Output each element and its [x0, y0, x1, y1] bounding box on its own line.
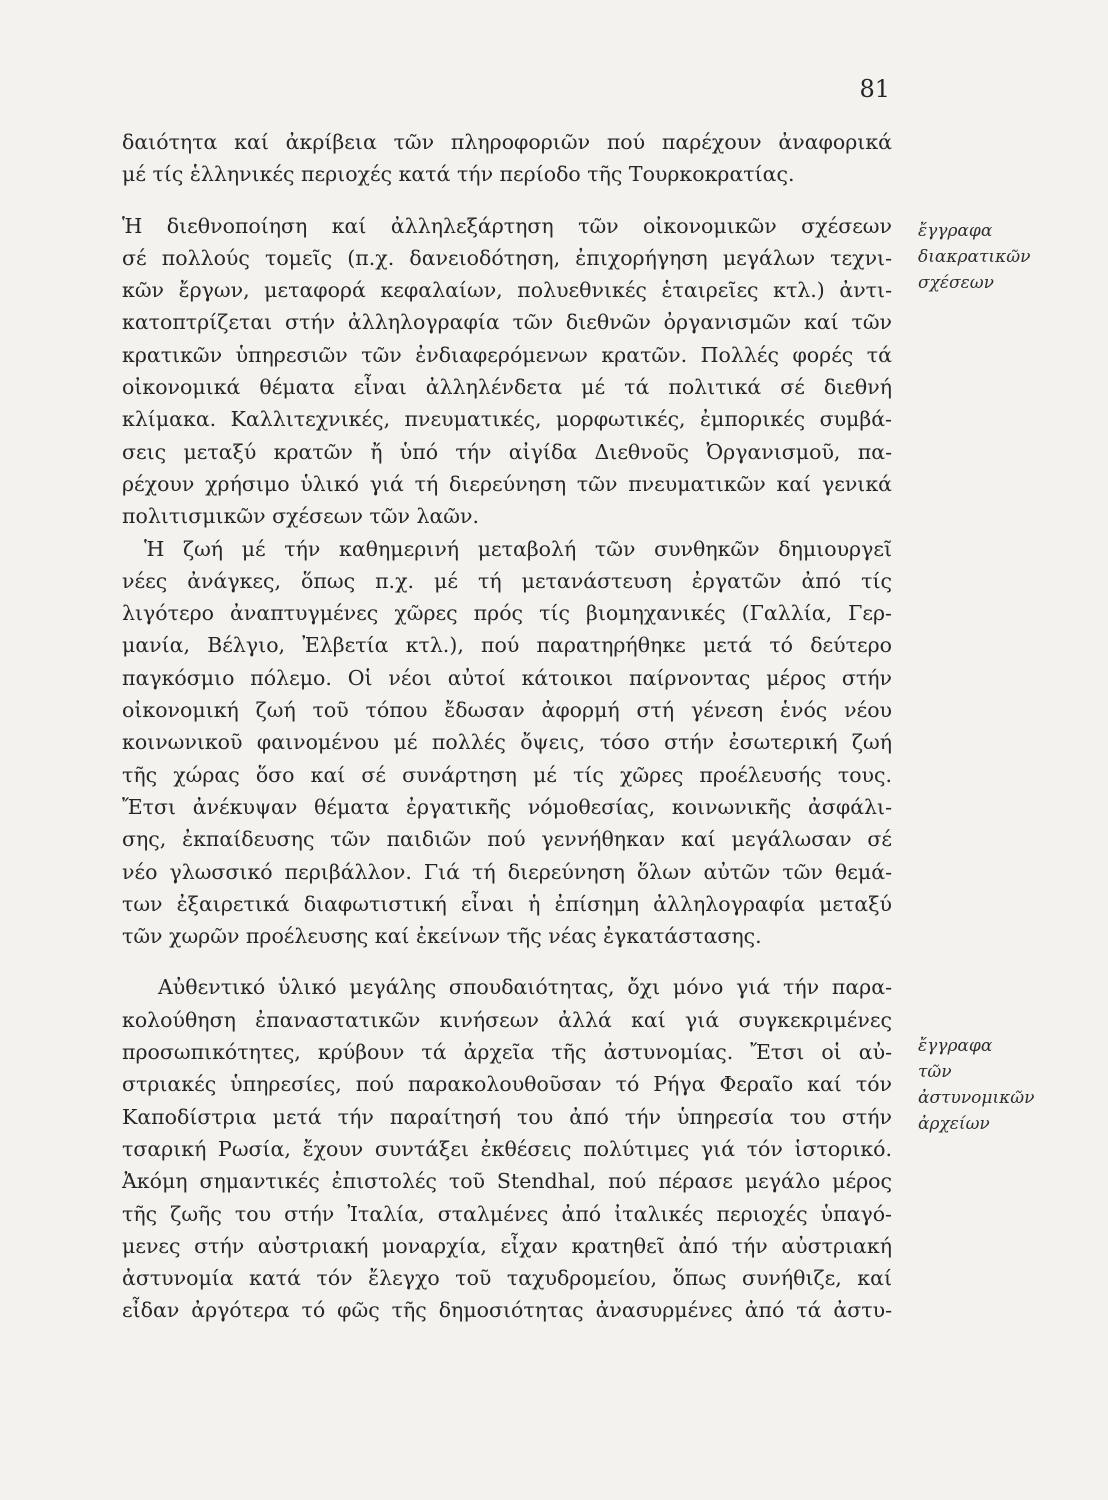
text-line: λιγότερο ἀναπτυγμένες χῶρες πρός τίς βιομηχανικές (Γαλλία, Γερ-	[122, 601, 892, 626]
text-line: τῆς χώρας ὅσο καί σέ συνάρτηση μέ τίς χῶρες προέλευσής τους.	[122, 762, 892, 787]
text-line: σεις μεταξύ κρατῶν ἤ ὑπό τήν αἰγίδα Διεθνοῦς Ὀργανισμοῦ, πα-	[122, 439, 892, 464]
paragraph-2	[122, 210, 892, 953]
text-line: κλίμακα. Καλλιτεχνικές, πνευματικές, μορφωτικές, ἐμπορικές συμβά-	[122, 407, 892, 432]
page-number: 81	[859, 75, 890, 103]
text-line: νέες ἀνάγκες, ὅπως π.χ. μέ τή μετανάστευση ἐργατῶν ἀπό τίς	[122, 568, 892, 593]
text-line: στριακές ὑπηρεσίες, πού παρακολουθοῦσαν τό Ρήγα Φεραῖο καί τόν	[122, 1072, 892, 1097]
text-line: Ἡ διεθνοποίηση καί ἀλληλεξάρτηση τῶν οἰκονομικῶν σχέσεων	[122, 213, 892, 238]
text-line: Ἀκόμη σημαντικές ἐπιστολές τοῦ Stendhal, πού πέρασε μεγάλο μέρος	[122, 1169, 892, 1194]
text-line: οἰκονομικά θέματα εἶναι ἀλληλένδετα μέ τά πολιτικά σέ διεθνή	[122, 375, 892, 400]
body-text	[122, 126, 892, 1327]
text-line: Ἡ ζωή μέ τήν καθημερινή μεταβολή τῶν συνθηκῶν δημιουργεῖ	[144, 536, 892, 561]
text-line: εἶδαν ἀργότερα τό φῶς τῆς δημοσιότητας ἀνασυρμένες ἀπό τά ἀστυ-	[122, 1298, 892, 1323]
text-line: τῆς ζωῆς του στήν Ἰταλία, σταλμένες ἀπό ἰταλικές περιοχές ὑπαγό-	[122, 1201, 892, 1226]
text-line: μανία, Βέλγιο, Ἐλβετία κτλ.), πού παρατηρήθηκε μετά τό δεύτερο	[122, 633, 892, 658]
margin-note-line: σχέσεων	[918, 273, 994, 293]
text-line: πολιτισμικῶν σχέσεων τῶν λαῶν.	[122, 504, 479, 529]
text-line: κῶν ἔργων, μεταφορά κεφαλαίων, πολυεθνικές ἑταιρεῖες κτλ.) ἀντι-	[122, 278, 892, 303]
text-line: νέο γλωσσικό περιβάλλον. Γιά τή διερεύνηση ὅλων αὐτῶν τῶν θεμά-	[122, 859, 892, 884]
text-line: σης, ἐκπαίδευσης τῶν παιδιῶν πού γεννήθηκαν καί μεγάλωσαν σέ	[122, 827, 892, 852]
margin-note-line: τῶν	[918, 1062, 952, 1082]
text-line: ἀστυνομία κατά τόν ἔλεγχο τοῦ ταχυδρομείου, ὅπως συνήθιζε, καί	[122, 1266, 892, 1291]
margin-note-interstate-documents	[918, 218, 1078, 296]
text-line: τσαρική Ρωσία, ἔχουν συντάξει ἐκθέσεις πολύτιμες γιά τόν ἱστορικό.	[122, 1136, 892, 1161]
margin-note-line: ἀρχείων	[918, 1114, 990, 1134]
text-line: κοινωνικοῦ φαινομένου μέ πολλές ὄψεις, τόσο στήν ἐσωτερική ζωή	[122, 730, 892, 755]
paragraph-1	[122, 126, 892, 191]
text-line: οἰκονομική ζωή τοῦ τόπου ἔδωσαν ἀφορμή στή γένεση ἑνός νέου	[122, 698, 892, 723]
text-line: σέ πολλούς τομεῖς (π.χ. δανειοδότηση, ἐπιχορήγηση μεγάλων τεχνι-	[122, 245, 892, 270]
text-line: μέ τίς ἑλληνικές περιοχές κατά τήν περίοδο τῆς Τουρκοκρατίας.	[122, 162, 795, 187]
text-line: Καποδίστρια μετά τήν παραίτησή του ἀπό τήν ὑπηρεσία του στήν	[122, 1104, 892, 1129]
text-line: των ἐξαιρετικά διαφωτιστική εἶναι ἡ ἐπίσημη ἀλληλογραφία μεταξύ	[122, 891, 892, 916]
text-line: κολούθηση ἐπαναστατικῶν κινήσεων ἀλλά καί γιά συγκεκριμένες	[122, 1007, 892, 1032]
text-line: ρέχουν χρήσιμο ὑλικό γιά τή διερεύνηση τῶν πνευματικῶν καί γενικά	[122, 471, 892, 496]
text-line: μενες στήν αὐστριακή μοναρχία, εἶχαν κρατηθεῖ ἀπό τήν αὐστριακή	[122, 1233, 892, 1258]
text-line: κατοπτρίζεται στήν ἀλληλογραφία τῶν διεθνῶν ὀργανισμῶν καί τῶν	[122, 310, 892, 335]
paragraph-3	[122, 971, 892, 1326]
text-line: παγκόσμιο πόλεμο. Οἱ νέοι αὐτοί κάτοικοι παίρνοντας μέρος στήν	[122, 665, 892, 690]
text-line: Αὐθεντικό ὑλικό μεγάλης σπουδαιότητας, ὄχι μόνο γιά τήν παρα-	[158, 975, 892, 1000]
margin-note-line: ἀστυνομικῶν	[918, 1088, 1035, 1108]
text-line: δαιότητα καί ἀκρίβεια τῶν πληροφοριῶν πού παρέχουν ἀναφορικά	[122, 130, 892, 154]
text-line: προσωπικότητες, κρύβουν τά ἀρχεῖα τῆς ἀστυνομίας. Ἔτσι οἱ αὐ-	[122, 1040, 892, 1065]
margin-note-line: ἔγγραφα	[918, 221, 993, 241]
margin-note-police-archives	[918, 1033, 1078, 1137]
text-line: κρατικῶν ὑπηρεσιῶν τῶν ἐνδιαφερόμενων κρατῶν. Πολλές φορές τά	[122, 342, 892, 367]
margin-note-line: διακρατικῶν	[918, 247, 1031, 267]
margin-note-line: ἔγγραφα	[918, 1036, 993, 1056]
text-line: τῶν χωρῶν προέλευσης καί ἐκείνων τῆς νέας ἐγκατάστασης.	[122, 924, 762, 949]
text-line: Ἔτσι ἀνέκυψαν θέματα ἐργατικῆς νόμοθεσίας, κοινωνικῆς ἀσφάλι-	[122, 794, 892, 819]
